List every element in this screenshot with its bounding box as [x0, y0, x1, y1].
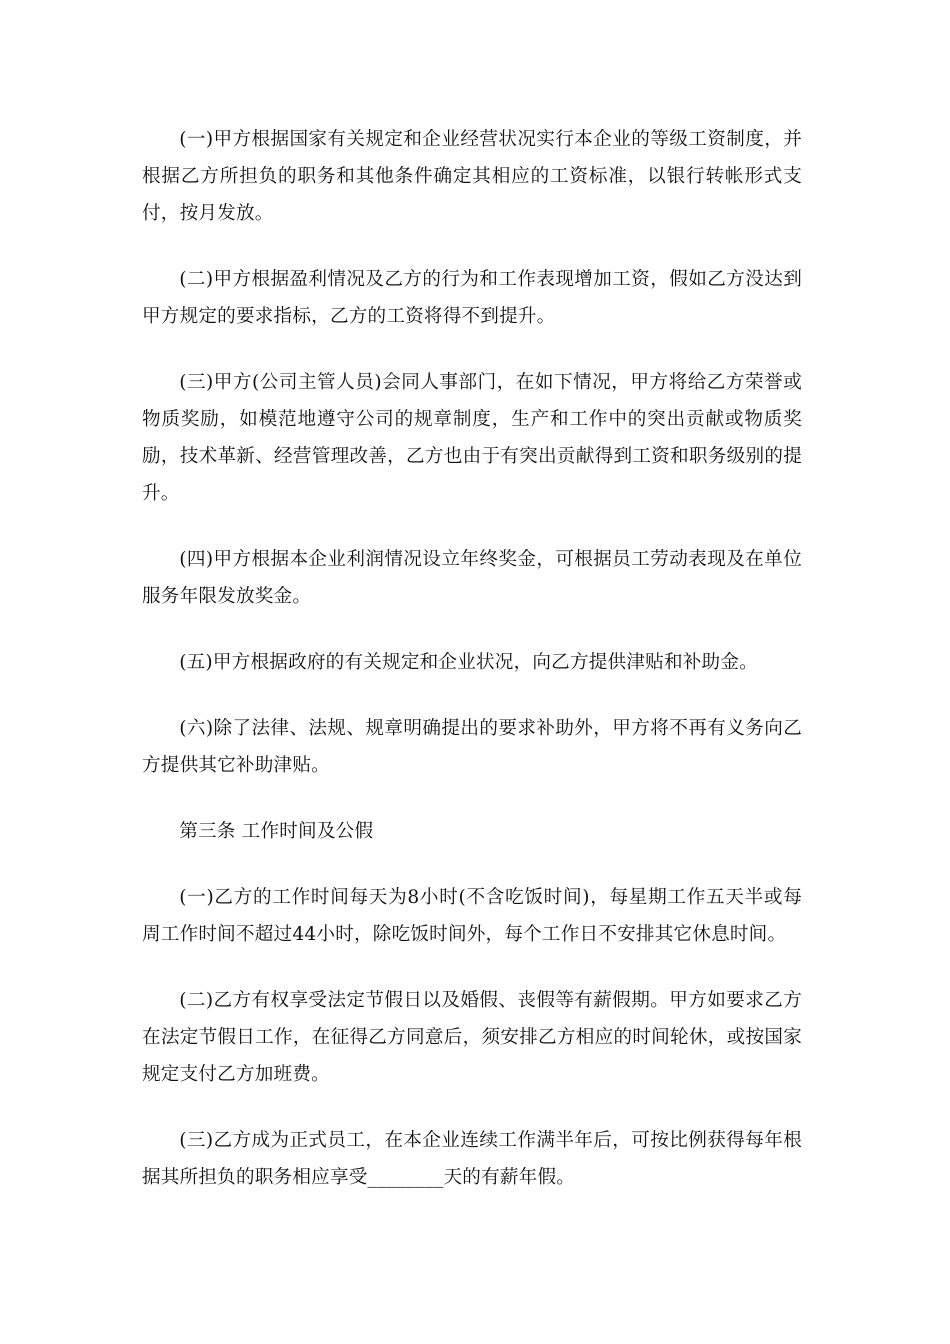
clause-paragraph-4: (四)甲方根据本企业利润情况设立年终奖金，可根据员工劳动表现及在单位服务年限发放奖金。: [142, 549, 802, 607]
clause-paragraph-1: (一)甲方根据国家有关规定和企业经营状况实行本企业的等级工资制度，并根据乙方所担负的职务和其他条件确定其相应的工资标准，以银行转帐形式支付，按月发放。: [142, 129, 802, 224]
clause-paragraph-9: (三)乙方成为正式员工，在本企业连续工作满半年后，可按比例获得每年根据其所担负的职务相应享受________天的有薪年假。: [142, 1130, 802, 1188]
section-heading: 第三条 工作时间及公假: [179, 821, 374, 842]
document-body: [142, 121, 802, 1225]
clause-paragraph-2: (二)甲方根据盈利情况及乙方的行为和工作表现增加工资，假如乙方没达到甲方规定的要求指标，乙方的工资将得不到提升。: [142, 269, 802, 327]
clause-paragraph-3: (三)甲方(公司主管人员)会同人事部门，在如下情况，甲方将给乙方荣誉或物质奖励，如模范地遵守公司的规章制度，生产和工作中的突出贡献或物质奖励，技术革新、经营管理改善，乙方也由于有突出贡献得到工资和职务级别的提升。: [142, 372, 802, 504]
clause-paragraph-7: (一)乙方的工作时间每天为8小时(不含吃饭时间)，每星期工作五天半或每周工作时间不超过44小时，除吃饭时间外，每个工作日不安排其它休息时间。: [142, 887, 802, 945]
clause-paragraph-6: (六)除了法律、法规、规章明确提出的要求补助外，甲方将不再有义务向乙方提供其它补助津贴。: [142, 718, 802, 776]
clause-paragraph-5: (五)甲方根据政府的有关规定和企业状况，向乙方提供津贴和补助金。: [179, 652, 758, 673]
clause-paragraph-8: (二)乙方有权享受法定节假日以及婚假、丧假等有薪假期。甲方如要求乙方在法定节假日工作，在征得乙方同意后，须安排乙方相应的时间轮休，或按国家规定支付乙方加班费。: [142, 990, 802, 1085]
